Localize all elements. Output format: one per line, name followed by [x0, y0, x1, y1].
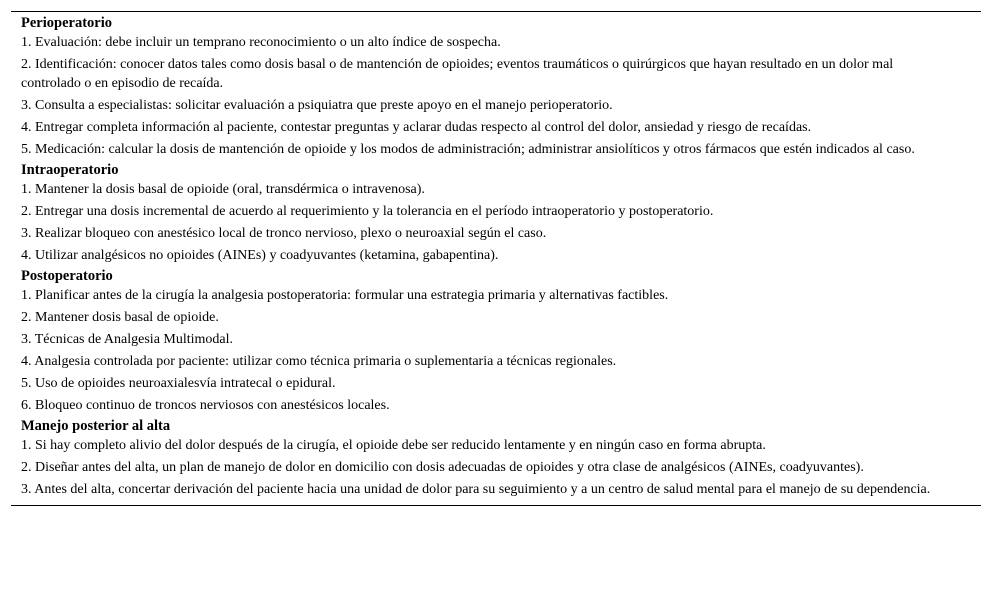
- section-heading: Perioperatorio: [21, 15, 112, 31]
- list-item: 2. Diseñar antes del alta, un plan de manejo de dolor en domicilio con dosis adecuadas de opioides y otra clase de analgésicos (AINEs, coadyuvantes).: [21, 460, 864, 475]
- section-heading: Manejo posterior al alta: [21, 418, 171, 434]
- list-item: 4. Utilizar analgésicos no opioides (AINEs) y coadyuvantes (ketamina, gabapentina).: [21, 248, 499, 263]
- list-item: 1. Planificar antes de la cirugía la analgesia postoperatoria: formular una estrategia primaria y alternativas factibles.: [21, 288, 669, 303]
- section-manejo-posterior-al-alta: [21, 417, 981, 499]
- list-item: 5. Medicación: calcular la dosis de mantención de opioide y los modos de administración; administrar ansiolíticos y otros fármacos que estén indicados al caso.: [21, 142, 915, 157]
- section-heading: Postoperatorio: [21, 268, 113, 284]
- list-item: 1. Evaluación: debe incluir un temprano reconocimiento o un alto índice de sospecha.: [21, 35, 501, 50]
- list-item: 3. Realizar bloqueo con anestésico local de tronco nervioso, plexo o neuroaxial según el caso.: [21, 226, 547, 241]
- list-item: 2. Mantener dosis basal de opioide.: [21, 310, 219, 325]
- list-item: 1. Mantener la dosis basal de opioide (oral, transdérmica o intravenosa).: [21, 182, 425, 197]
- list-item: 6. Bloqueo continuo de troncos nerviosos con anestésicos locales.: [21, 398, 390, 413]
- section-intraoperatorio: [21, 161, 981, 265]
- guidelines-table: [11, 11, 981, 506]
- list-item: 1. Si hay completo alivio del dolor después de la cirugía, el opioide debe ser reducido lentamente y en ningún caso en forma abrupta.: [21, 438, 766, 453]
- list-item: 4. Analgesia controlada por paciente: utilizar como técnica primaria o suplementaria a técnicas regionales.: [21, 354, 617, 369]
- list-item: 4. Entregar completa información al paciente, contestar preguntas y aclarar dudas respecto al control del dolor, ansiedad y riesgo de recaídas.: [21, 120, 812, 135]
- section-postoperatorio: [21, 267, 981, 415]
- list-item: 2. Identificación: conocer datos tales como dosis basal o de mantención de opioides; eventos traumáticos o quirúrgicos que hayan resultado en un dolor mal controlado o en episodio de recaída.: [21, 57, 894, 91]
- list-item: 3. Antes del alta, concertar derivación del paciente hacia una unidad de dolor para su seguimiento y a un centro de salud mental para el manejo de su dependencia.: [21, 482, 931, 497]
- list-item: 3. Consulta a especialistas: solicitar evaluación a psiquiatra que preste apoyo en el manejo perioperatorio.: [21, 98, 613, 113]
- list-item: 5. Uso de opioides neuroaxialesvía intratecal o epidural.: [21, 376, 336, 391]
- list-item: 3. Técnicas de Analgesia Multimodal.: [21, 332, 234, 347]
- section-heading: Intraoperatorio: [21, 162, 119, 178]
- list-item: 2. Entregar una dosis incremental de acuerdo al requerimiento y la tolerancia en el período intraoperatorio y postoperatorio.: [21, 204, 714, 219]
- section-perioperatorio: [21, 14, 981, 159]
